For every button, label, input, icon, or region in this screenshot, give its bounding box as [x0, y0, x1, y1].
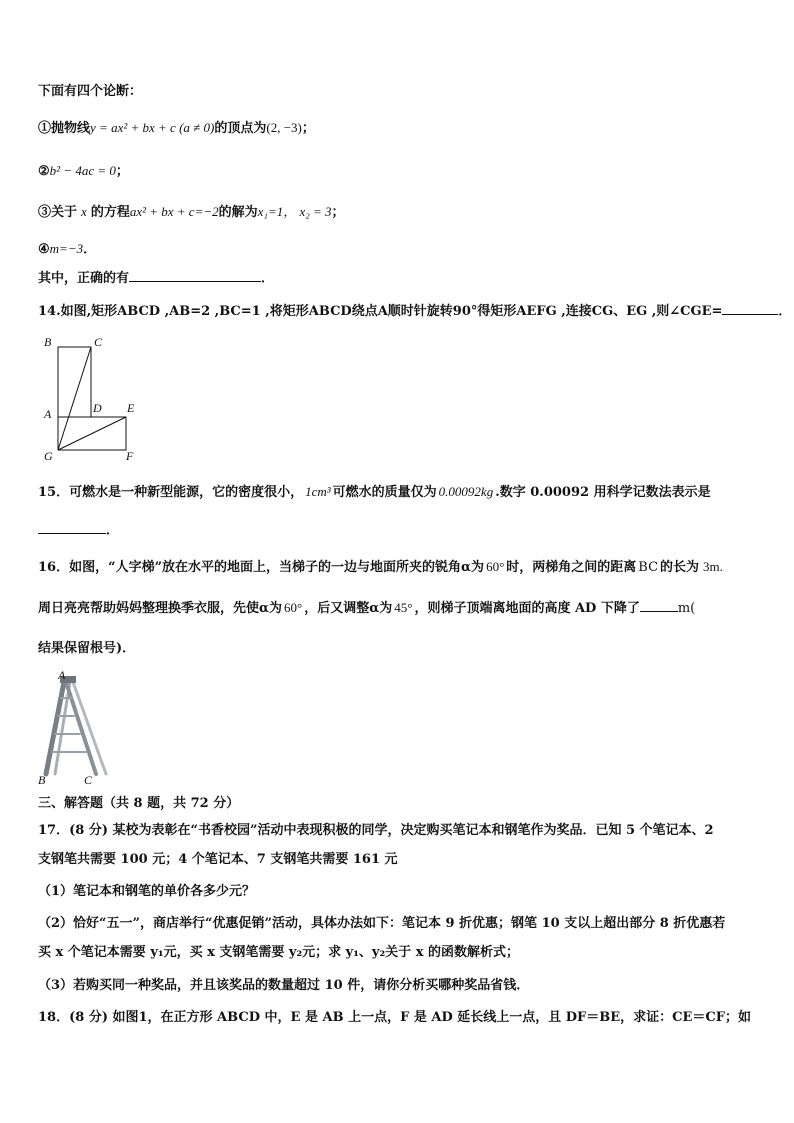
question-17-line-1: 17．(8 分) 某校为表彰在“书香校园”活动中表现积极的同学，决定购买笔记本和钢笔作为奖品．已知 5 个笔记本、2	[38, 823, 714, 838]
question-15-mass: 0.00092kg	[438, 484, 494, 499]
question-15-middle: 可燃水的质量仅为	[332, 485, 437, 500]
question-15	[38, 483, 711, 502]
claim-1-formula: y = ax² + bx + c (a ≠ 0)	[90, 120, 215, 135]
length-value: 3m.	[703, 559, 723, 574]
claim-2-number: ②	[38, 164, 50, 179]
question-16-line-2-post: ，则梯子顶端离地面的高度 AD 下降了	[414, 601, 640, 616]
question-18-line-1: 18．(8 分) 如图1，在正方形 ABCD 中，E 是 AB 上一点，F 是 AD 延长线上一点，且 DF＝BE，求证：CE＝CF；如	[38, 1010, 752, 1025]
claim-2-end: ；	[115, 164, 129, 179]
claim-3-end: ；	[331, 205, 345, 220]
question-16-line-2-prefix: 周日亮亮帮助妈妈整理换季衣服，先使α为	[38, 601, 283, 616]
question-16-middle: 时，两梯角之间的距离	[506, 560, 637, 575]
claim-4	[38, 240, 96, 259]
claim-2-formula: b² − 4ac = 0	[49, 163, 116, 178]
section-3-heading: 三、解答题（共 8 题，共 72 分）	[38, 796, 240, 811]
claim-4-number: ④	[38, 242, 50, 257]
claim-3-middle: 的方程	[90, 205, 130, 220]
answer-blank-16[interactable]	[640, 599, 678, 612]
claim-3-prefix: 关于	[51, 205, 78, 220]
angle-value-2: 60°	[284, 600, 303, 615]
answer-blank-13[interactable]	[129, 269, 261, 282]
question-16-line-1	[38, 558, 723, 577]
question-17-part-2-line-2: 买 x 个笔记本需要 y₁元，买 x 支钢笔需要 y₂元；求 y₁、y₂关于 x 的函数解析式；	[38, 945, 519, 960]
claim-1-number: ①	[38, 121, 52, 136]
angle-value-1: 60°	[486, 559, 505, 574]
question-17-part-3: （3）若购买同一种奖品，并且该奖品的数量超过 10 件，请你分析买哪种奖品省钱．	[38, 978, 530, 993]
label-c: C	[94, 335, 103, 349]
question-16-middle-2: 的长为	[660, 560, 700, 575]
ladder-label-a: A	[58, 670, 66, 682]
claim-3-solution: x₁=1， x₂ = 3	[257, 204, 332, 219]
claim-1-middle: 的顶点为	[214, 121, 267, 136]
label-a: A	[44, 407, 52, 421]
label-f: F	[126, 449, 134, 463]
conclusion-line	[38, 269, 274, 288]
label-e: E	[127, 401, 135, 415]
segment-bc-label: BC	[638, 560, 659, 575]
angle-value-3: 45°	[394, 600, 413, 615]
claim-3-middle-2: 的解为	[218, 205, 258, 220]
label-b: B	[44, 335, 52, 349]
claim-1-end: ；	[301, 121, 315, 136]
question-14-text: 14.如图,矩形ABCD ,AB=2 ,BC=1 ,将矩形ABCD绕点A顺时针旋转90°得矩形AEFG ,连接CG、EG ,则∠CGE=	[38, 304, 723, 319]
segment-cg	[58, 347, 91, 450]
claim-4-end: ．	[83, 242, 97, 257]
answer-blank-14[interactable]	[722, 302, 778, 315]
label-g: G	[44, 449, 53, 463]
rectangle-abcd	[58, 347, 91, 417]
claim-3-number: ③	[38, 205, 52, 220]
question-14	[38, 302, 791, 321]
conclusion-prefix: 其中，正确的有	[38, 271, 130, 286]
label-d: D	[93, 401, 102, 415]
question-15-post: .数字 0.00092 用科学记数法表示是	[495, 485, 711, 500]
figure-16-ladder	[36, 670, 116, 788]
question-16-unit: m(	[677, 601, 696, 616]
claim-3-variable: x	[81, 204, 87, 219]
claim-3	[38, 203, 345, 222]
claim-3-formula: ax² + bx + c=−2	[129, 204, 219, 219]
figure-14-rectangles	[38, 330, 148, 466]
question-15-end: ．	[106, 523, 120, 538]
question-16-prefix: 16．如图，“人字梯”放在水平的地面上，当梯子的一边与地面所夹的锐角α为	[38, 560, 485, 575]
question-15-unit: 1cm³	[305, 484, 331, 499]
claim-1-vertex: (2, −3)	[266, 120, 302, 135]
intro-text: 下面有四个论断：	[38, 84, 143, 99]
question-16-line-2	[38, 599, 695, 618]
question-14-end: ．	[778, 304, 792, 319]
claim-1	[38, 119, 315, 138]
claim-1-prefix: 抛物线	[51, 121, 91, 136]
question-15-answer-line	[38, 521, 119, 540]
question-17-line-2: 支钢笔共需要 100 元；4 个笔记本、7 支钢笔共需要 161 元	[38, 852, 398, 867]
conclusion-end: ．	[261, 271, 275, 286]
question-17-part-1: （1）笔记本和钢笔的单价各多少元？	[38, 884, 256, 899]
question-16-line-3: 结果保留根号)．	[38, 641, 136, 656]
claim-2	[38, 162, 129, 181]
question-16-line-2-middle: ，后又调整α为	[304, 601, 393, 616]
answer-blank-15[interactable]	[38, 521, 106, 534]
question-15-prefix: 15．可燃水是一种新型能源，它的密度很小，	[38, 485, 304, 500]
question-17-part-2-line-1: （2）恰好“五一”，商店举行“优惠促销”活动，具体办法如下：笔记本 9 折优惠；钢笔 10 支以上超出部分 8 折优惠若	[38, 916, 726, 931]
ladder-label-c: C	[84, 773, 93, 787]
segment-eg	[58, 417, 126, 450]
ladder-right-rail	[66, 682, 96, 774]
claim-4-formula: m=−3	[49, 241, 84, 256]
ladder-label-b: B	[38, 773, 46, 787]
